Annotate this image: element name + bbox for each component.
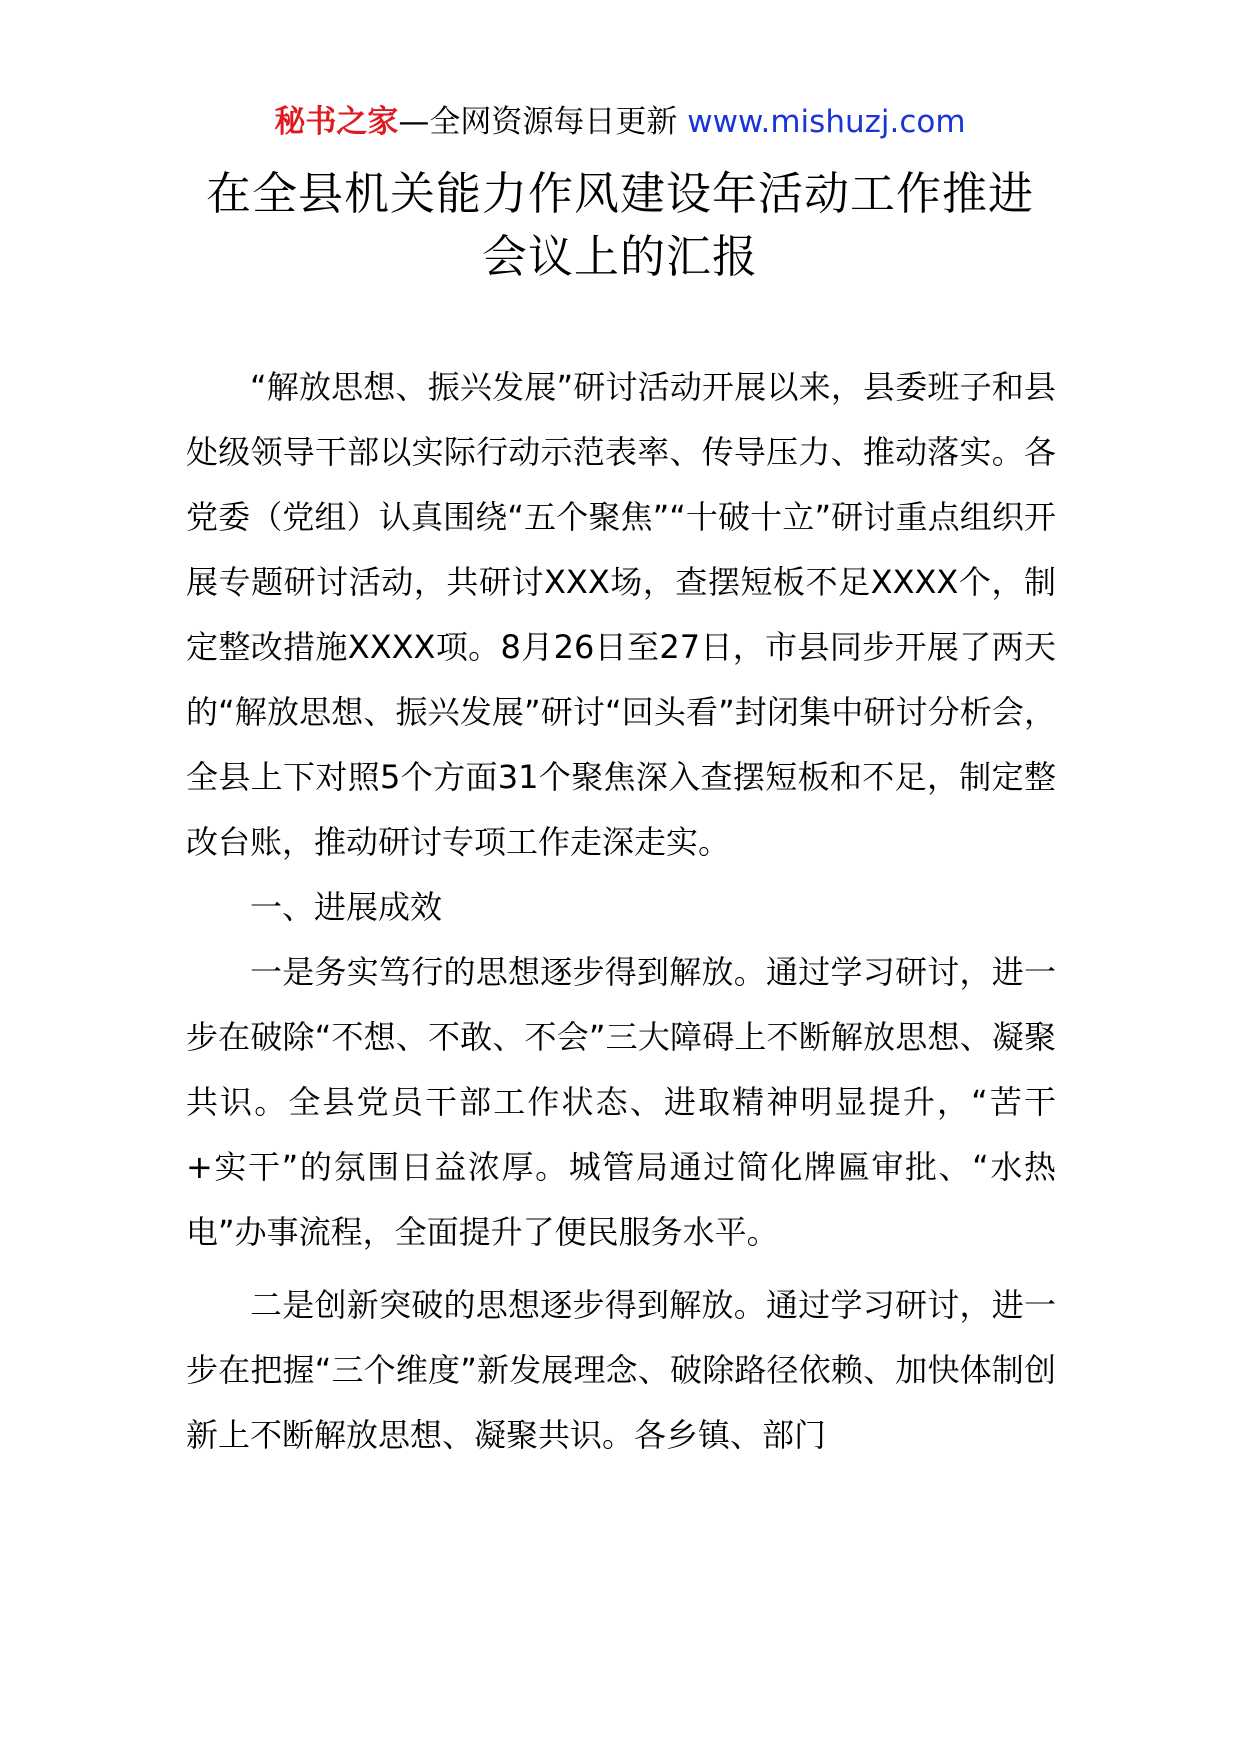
paragraph-intro: “解放思想、振兴发展”研讨活动开展以来，县委班子和县处级领导干部以实际行动示范表率、传导压力、推动落实。各党委（党组）认真围绕“五个聚焦”“十破十立”研讨重点组织开展专题研讨活动，共研讨XXX场，查摆短板不足XXXX个，制定整改措施XXXX项。8月26日至27日，市县同步开展了两天的“解放思想、振兴发展”研讨“回头看”封闭集中研讨分析会，全县上下对照5个方面31个聚焦深入查摆短板和不足，制定整改台账，推动研讨专项工作走深走实。 <box>186 368 1056 861</box>
document-body <box>186 355 1056 1468</box>
document-title <box>160 162 1080 288</box>
section-heading: 一、进展成效 <box>250 888 443 926</box>
title-line-1: 在全县机关能力作风建设年活动工作推进 <box>205 167 1034 220</box>
paragraph-point-1: 一是务实笃行的思想逐步得到解放。通过学习研讨，进一步在破除“不想、不敢、不会”三大障碍上不断解放思想、凝聚共识。全县党员干部工作状态、进取精神明显提升，“苦干+实干”的氛围日益浓厚。城管局通过简化牌匾审批、“水热电”办事流程，全面提升了便民服务水平。 <box>186 953 1056 1251</box>
title-line-2: 会议上的汇报 <box>481 230 758 283</box>
site-header <box>0 100 1240 144</box>
brand-name: 秘书之家 <box>274 104 399 140</box>
header-slogan: —全网资源每日更新 <box>398 104 688 140</box>
paragraph-point-2: 二是创新突破的思想逐步得到解放。通过学习研讨，进一步在把握“三个维度”新发展理念、破除路径依赖、加快体制创新上不断解放思想、凝聚共识。各乡镇、部门 <box>186 1286 1056 1454</box>
site-url-link[interactable]: www.mishuzj.com <box>687 104 966 140</box>
